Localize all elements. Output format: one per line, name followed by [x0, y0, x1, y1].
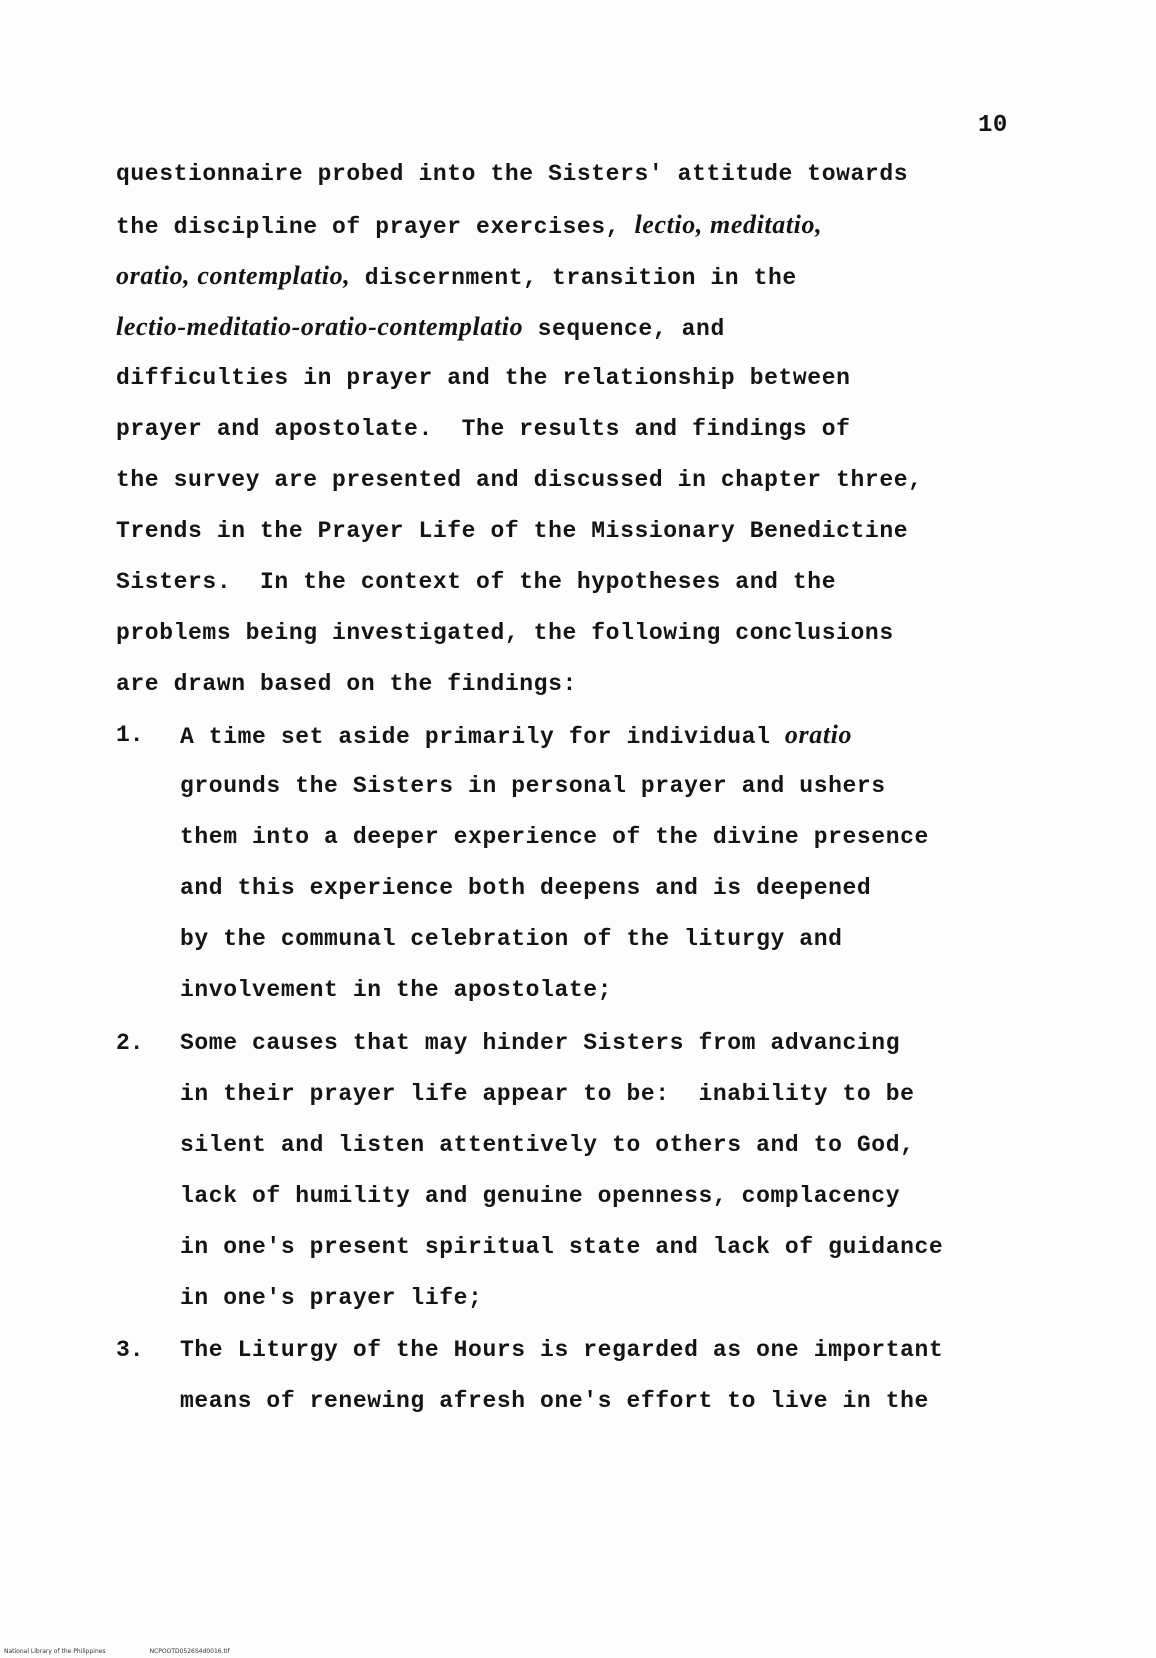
paragraph-line [116, 313, 725, 343]
file-id: NCPOOTD0526S4d0016.tif [149, 1648, 230, 1655]
text-run: are drawn based on the findings: [116, 671, 577, 697]
text-run: Trends in the Prayer Life of the Missionary Benedictine [116, 518, 909, 544]
library-label: National Library of the Philippines [4, 1648, 106, 1655]
item-line: them into a deeper experience of the divine presence [180, 824, 929, 850]
item-line: by the communal celebration of the liturgy and [180, 926, 843, 952]
paragraph-line [116, 568, 836, 596]
text-run: problems being investigated, the following conclusions [116, 620, 894, 646]
page-number: 10 [978, 112, 1008, 139]
paragraph-line [116, 415, 851, 443]
paragraph-line [116, 211, 822, 241]
paragraph-line [116, 517, 908, 545]
text-run: sequence, and [523, 316, 725, 342]
item-line: The Liturgy of the Hours is regarded as one important [180, 1337, 944, 1363]
text-run: the survey are presented and discussed in chapter three, [116, 467, 923, 493]
text-run: prayer and apostolate. The results and findings of [116, 416, 851, 442]
item-line: Some causes that may hinder Sisters from advancing [180, 1030, 901, 1056]
text-run: Sisters. In the context of the hypotheses and the [116, 569, 837, 595]
item-number: 1. [116, 722, 144, 748]
item-line: silent and listen attentively to others and to God, [180, 1132, 915, 1158]
text-run: discernment, transition in the [350, 265, 797, 291]
item-line: and this experience both deepens and is deepened [180, 875, 872, 901]
paragraph-line [116, 670, 577, 698]
item-line: in one's present spiritual state and lack of guidance [180, 1234, 944, 1260]
item-line: in their prayer life appear to be: inability to be [180, 1081, 915, 1107]
item-line: lack of humility and genuine openness, complacency [180, 1183, 901, 1209]
scan-footer [4, 1648, 274, 1655]
paragraph-line [116, 160, 908, 188]
italic-text-run: oratio [784, 720, 853, 749]
text-run: difficulties in prayer and the relationship between [116, 365, 851, 391]
paragraph-line [116, 619, 894, 647]
item-number: 3. [116, 1337, 144, 1363]
text-run: the discipline of prayer exercises, [116, 214, 635, 240]
item-line [180, 721, 852, 751]
item-line: grounds the Sisters in personal prayer and ushers [180, 773, 886, 799]
item-number: 2. [116, 1030, 144, 1056]
text-run: questionnaire probed into the Sisters' attitude towards [116, 161, 909, 187]
text-run: A time set aside primarily for individual [180, 724, 785, 750]
italic-text-run: lectio-meditatio-oratio-contemplatio [116, 312, 524, 341]
paragraph-line [116, 262, 797, 292]
paragraph-line [116, 466, 923, 494]
item-line: means of renewing afresh one's effort to live in the [180, 1388, 929, 1414]
item-line: in one's prayer life; [180, 1285, 483, 1311]
item-line: involvement in the apostolate; [180, 977, 613, 1003]
italic-text-run: oratio, contemplatio, [116, 261, 351, 290]
paragraph-line [116, 364, 851, 392]
italic-text-run: lectio, meditatio, [634, 210, 823, 239]
